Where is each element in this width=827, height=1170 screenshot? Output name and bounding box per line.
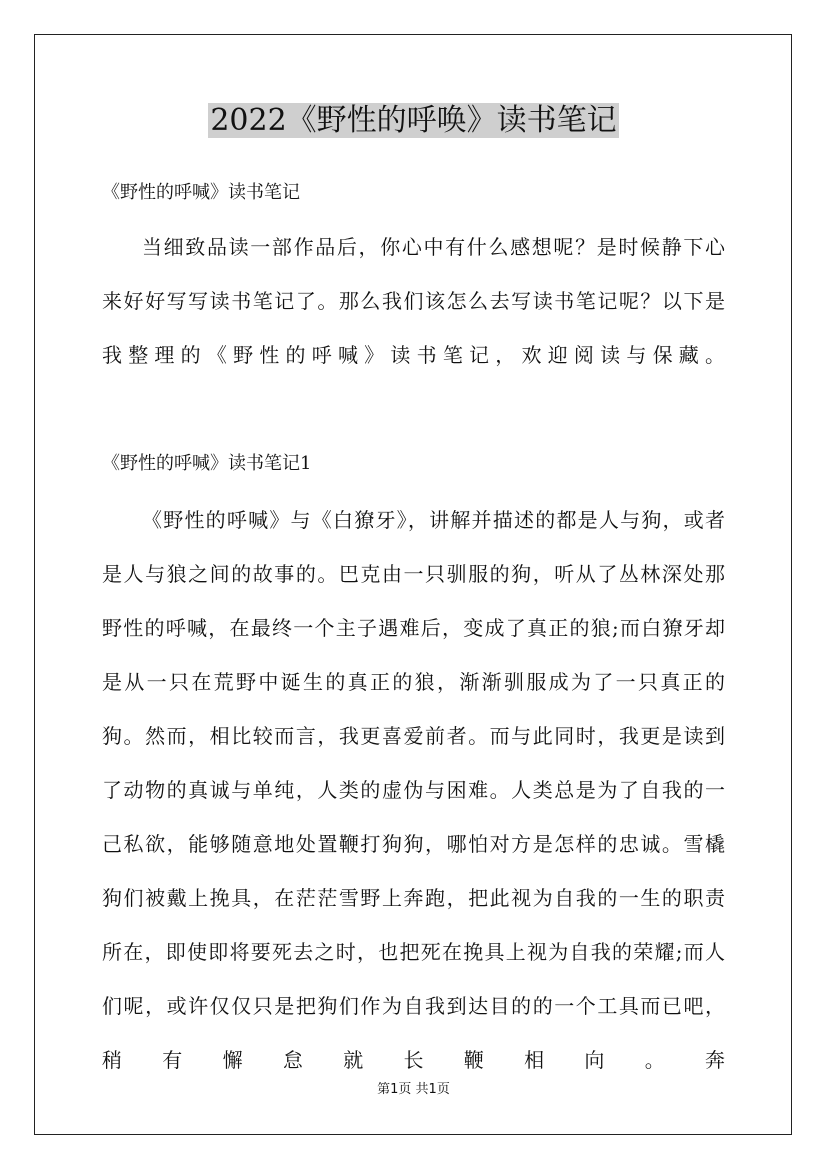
intro-paragraph: 当细致品读一部作品后，你心中有什么感想呢？是时候静下心来好好写写读书笔记了。那么我们该怎么去写读书笔记呢？以下是我整理的《野性的呼喊》读书笔记，欢迎阅读与保藏。 [102, 235, 726, 367]
document-title-text: 2022《野性的呼唤》读书笔记 [210, 103, 617, 138]
document-title [0, 98, 827, 144]
document-subtitle: 《野性的呼喊》读书笔记 [102, 182, 300, 203]
section-1-body: 《野性的呼喊》与《白獠牙》，讲解并描述的都是人与狗，或者是人与狼之间的故事的。巴克由一只驯服的狗，听从了丛林深处那野性的呼喊，在最终一个主子遇难后，变成了真正的狼;而白獠牙却是从一只在荒野中诞生的真正的狼，渐渐驯服成为了一只真正的狗。然而，相比较而言，我更喜爱前者。而与此同时，我更是读到了动物的真诚与单纯，人类的虚伪与困难。人类总是为了自我的一己私欲，能够随意地处置鞭打狗狗，哪怕对方是怎样的忠诚。雪橇狗们被戴上挽具，在茫茫雪野上奔跑，把此视为自我的一生的职责所在，即使即将要死去之时，也把死在挽具上视为自我的荣耀;而人们呢，或许仅仅只是把狗们作为自我到达目的的一个工具而已吧，稍有懈怠就长鞭相向。奔 [102, 508, 726, 1072]
section-1-heading: 《野性的呼喊》读书笔记1 [102, 453, 312, 474]
page-footer: 第1页 共1页 [377, 1082, 450, 1097]
